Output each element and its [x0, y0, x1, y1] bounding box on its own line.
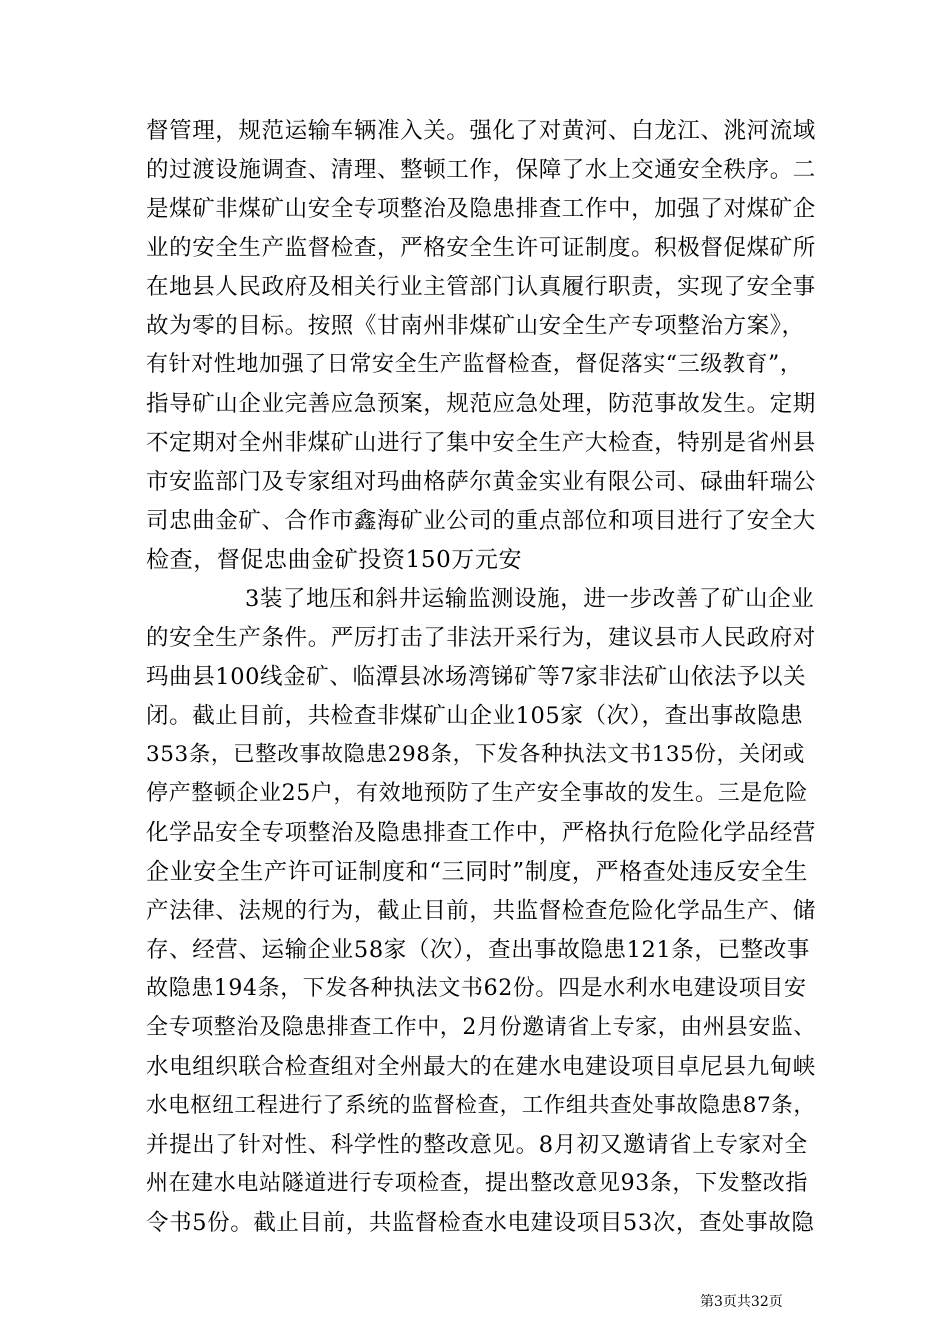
text-line: 353条，已整改事故隐患298条，下发各种执法文书135份，关闭或 [146, 742, 805, 767]
text-line: 在地县人民政府及相关行业主管部门认真履行职责，实现了安全事 [146, 274, 816, 300]
text-line: 市安监部门及专家组对玛曲格萨尔黄金实业有限公司、碌曲轩瑞公 [146, 469, 816, 495]
text-line: 业的安全生产监督检查，严格安全生许可证制度。积极督促煤矿所 [146, 235, 816, 261]
text-line: 检查，督促忠曲金矿投资150万元安 [146, 547, 523, 573]
text-line: 闭。截止目前，共检查非煤矿山企业105家（次），查出事故隐患 [146, 703, 804, 729]
text-line: 的安全生产条件。严厉打击了非法开采行为，建议县市人民政府对 [146, 625, 816, 651]
text-line: 3装了地压和斜井运输监测设施，进一步改善了矿山企业 [245, 586, 815, 612]
text-line: 水电组织联合检查组对全州最大的在建水电建设项目卓尼县九甸峡 [146, 1054, 816, 1080]
text-line: 故隐患194条，下发各种执法文书62份。四是水利水电建设项目安 [146, 976, 807, 1001]
text-line: 故为零的目标。按照《甘南州非煤矿山安全生产专项整治方案》， [146, 313, 805, 339]
text-line: 玛曲县100线金矿、临潭县冰场湾锑矿等7家非法矿山依法予以关 [146, 664, 807, 690]
page-number-footer: 第3页共32页 [700, 1294, 783, 1310]
text-line: 化学品安全专项整治及隐患排查工作中，严格执行危险化学品经营 [146, 820, 816, 846]
text-line: 存、经营、运输企业58家（次），查出事故隐患121条，已整改事 [146, 937, 810, 963]
text-line: 企业安全生产许可证制度和“三同时”制度，严格查处违反安全生 [146, 859, 808, 885]
text-line: 指导矿山企业完善应急预案，规范应急处理，防范事故发生。定期 [146, 391, 816, 417]
text-line: 并提出了针对性、科学性的整改意见。8月初又邀请省上专家对全 [146, 1132, 808, 1158]
text-line: 是煤矿非煤矿山安全专项整治及隐患排查工作中，加强了对煤矿企 [146, 196, 816, 222]
text-line: 不定期对全州非煤矿山进行了集中安全生产大检查，特别是省州县 [146, 430, 816, 456]
text-line: 州在建水电站隧道进行专项检查，提出整改意见93条，下发整改指 [146, 1171, 808, 1196]
text-line: 督管理，规范运输车辆准入关。强化了对黄河、白龙江、洮河流域 [146, 118, 816, 144]
text-line: 的过渡设施调查、清理、整顿工作，保障了水上交通安全秩序。二 [146, 157, 816, 183]
text-line: 令书5份。截止目前，共监督检查水电建设项目53次，查处事故隐 [146, 1210, 815, 1236]
text-line: 产法律、法规的行为，截止目前，共监督检查危险化学品生产、储 [146, 898, 816, 924]
text-line: 全专项整治及隐患排查工作中，2月份邀请省上专家，由州县安监、 [146, 1015, 816, 1040]
text-line: 司忠曲金矿、合作市鑫海矿业公司的重点部位和项目进行了安全大 [146, 508, 816, 534]
text-line: 有针对性地加强了日常安全生产监督检查，督促落实“三级教育”， [146, 352, 803, 377]
text-line: 停产整顿企业25户，有效地预防了生产安全事故的发生。三是危险 [146, 781, 808, 806]
text-line: 水电枢纽工程进行了系统的监督检查，工作组共查处事故隐患87条， [146, 1093, 816, 1118]
